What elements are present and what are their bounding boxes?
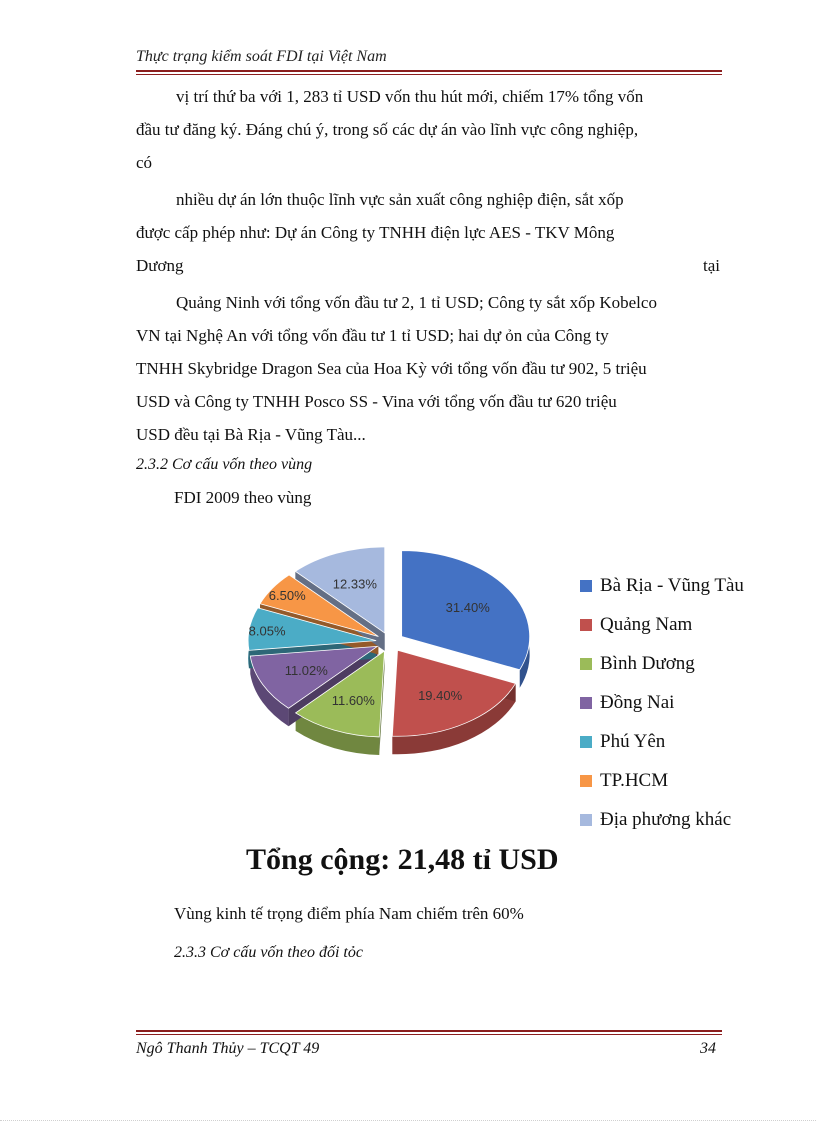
text-line: có [136,153,153,172]
legend-swatch [580,775,592,787]
legend-swatch [580,580,592,592]
legend-label: Đồng Nai [600,691,675,713]
chart-caption: FDI 2009 theo vùng [174,488,312,507]
legend-label: Địa phương khác [600,808,732,830]
text-line: đầu tư đăng ký. Đáng chú ý, trong số các dự án vào lĩnh vực công nghiệp, [136,120,639,139]
text-word: tại [703,256,720,275]
pie-data-label: 6.50% [268,588,306,604]
text-line: được cấp phép như: Dự án Công ty TNHH điện lực AES - TKV Mông [136,223,615,242]
text-line: nhiều dự án lớn thuộc lĩnh vực sản xuất công nghiệp điện, sắt xốp [176,190,624,209]
legend-item [580,683,744,722]
legend-swatch [580,619,592,631]
header-rule-thin [136,74,722,75]
legend-item [580,800,744,839]
pie-data-label: 11.02% [284,662,328,678]
section-heading-2-3-2: 2.3.2 Cơ cấu vốn theo vùng [136,456,313,473]
text-line: USD và Công ty TNHH Posco SS - Vina với tổng vốn đầu tư 620 triệu [136,392,617,411]
legend-item [580,644,744,683]
legend-item [580,761,744,800]
pie-data-label: 11.60% [331,693,375,709]
legend-swatch [580,814,592,826]
legend-swatch [580,697,592,709]
footer-rule [136,1030,722,1032]
legend-label: TP.HCM [600,769,669,791]
pie-data-label: 31.40% [445,600,490,616]
text-line: TNHH Skybridge Dragon Sea của Hoa Kỳ với tổng vốn đầu tư 902, 5 triệu [136,359,647,378]
header-rule [136,70,722,72]
running-header: Thực trạng kiểm soát FDI tại Việt Nam [136,48,387,65]
legend-item [580,722,744,761]
legend-label: Quảng Nam [600,613,693,635]
page-edge [0,1120,816,1121]
pie-data-label: 12.33% [332,576,377,592]
legend-item [580,605,744,644]
text-line: USD đều tại Bà Rịa - Vũng Tàu... [136,425,366,444]
footer-author: Ngô Thanh Thủy – TCQT 49 [136,1040,320,1057]
text-line: Quảng Ninh với tổng vốn đầu tư 2, 1 tỉ USD; Công ty sắt xốp Kobelco [176,293,657,312]
section-heading-2-3-3: 2.3.3 Cơ cấu vốn theo đối tỏc [174,944,363,961]
legend-label: Bình Dương [600,652,695,674]
legend-swatch [580,658,592,670]
text-line-spread [136,249,720,282]
text-word: Dương [136,256,184,275]
text-line: VN tại Nghệ An với tổng vốn đầu tư 1 tỉ USD; hai dự ỏn của Công ty [136,326,609,345]
legend-swatch [580,736,592,748]
chart-legend [580,566,744,839]
page-number: 34 [700,1040,716,1057]
paragraph-2 [136,183,720,282]
paragraph-1 [136,80,720,179]
chart-total: Tổng cộng: 21,48 tỉ USD [246,843,559,876]
pie-chart [212,544,572,774]
paragraph-3 [136,286,720,451]
legend-label: Bà Rịa - Vũng Tàu [600,574,744,596]
pie-data-label: 19.40% [418,688,463,704]
legend-item [580,566,744,605]
legend-label: Phú Yên [600,730,666,752]
chart-note: Vùng kinh tế trọng điểm phía Nam chiếm trên 60% [174,904,524,923]
text-line: vị trí thứ ba với 1, 283 tỉ USD vốn thu hút mới, chiếm 17% tổng vốn [176,87,644,106]
footer-rule-thin [136,1034,722,1035]
pie-data-label: 8.05% [248,623,286,639]
